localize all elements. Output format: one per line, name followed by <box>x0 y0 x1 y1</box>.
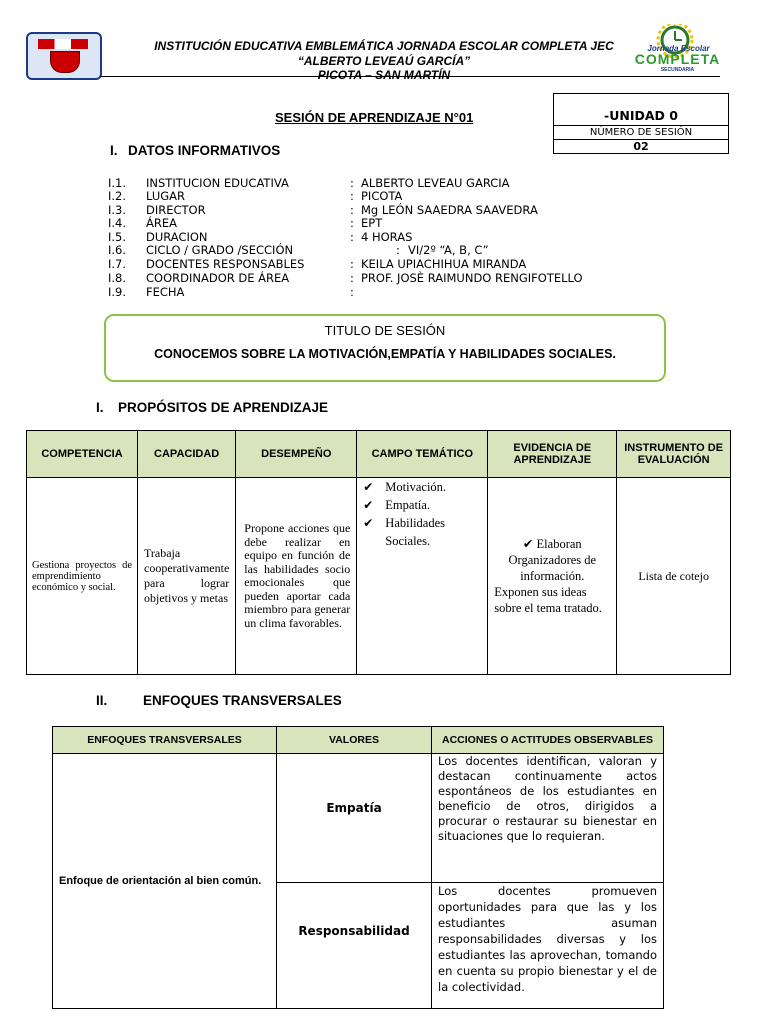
info-label: CICLO / GRADO /SECCIÓN <box>146 243 294 257</box>
jec-logo <box>620 24 735 74</box>
session-title: SESIÓN DE APRENDIZAJE N°01 <box>275 110 474 125</box>
campo-item: ✔ Habilidades Sociales. <box>359 514 485 550</box>
check-icon: ✔ <box>522 537 537 551</box>
unit-label: -UNIDAD 0 <box>554 94 728 126</box>
info-label: DOCENTES RESPONSABLES <box>146 257 305 271</box>
session-number: 02 <box>633 140 649 153</box>
evidencia-1-text: Elaboran Organizadores de información. <box>508 537 597 583</box>
info-value: Mg LEÓN SAAEDRA SAAVEDRA <box>361 203 538 217</box>
info-value: PROF. JOSÈ RAIMUNDO RENGIFOTELLO <box>361 271 583 285</box>
enfoques-row-1 <box>53 754 664 883</box>
info-value: VI/2º “A, B, C” <box>408 243 489 257</box>
info-value: KEILA UPIACHIHUA MIRANDA <box>361 257 527 271</box>
section-1-num: I. <box>110 143 118 158</box>
info-value: ALBERTO LEVEAU GARCIA <box>361 176 510 190</box>
valor-responsabilidad: Responsabilidad <box>277 883 432 1009</box>
info-colon: : <box>350 176 354 190</box>
logo-text-3: SECUNDARIA <box>660 67 695 73</box>
header-enfoques: ENFOQUES TRANSVERSALES <box>53 727 277 754</box>
capacidad-cell: Trabaja cooperativamente para lograr objetivos y metas <box>138 478 236 675</box>
info-colon: : <box>350 203 354 217</box>
header-instrumento: INSTRUMENTO DE EVALUACIÓN <box>617 431 731 478</box>
campo-item: ✔ Motivación. <box>359 478 485 496</box>
header-line-1: INSTITUCIÓN EDUCATIVA EMBLEMÁTICA JORNADA ESCOLAR COMPLETA JEC <box>154 39 614 53</box>
campo-item: ✔ Empatía. <box>359 496 485 514</box>
info-colon: : <box>396 243 400 257</box>
enfoque-cell: Enfoque de orientación al bien común. <box>53 754 277 1009</box>
header-line-2: “ALBERTO LEVEAÚ GARCÍA” <box>297 54 471 68</box>
info-num: I.9. <box>108 285 127 299</box>
info-num: I.2. <box>108 189 127 203</box>
info-colon: : <box>350 271 354 285</box>
evidencia-1 <box>494 536 610 584</box>
section-3-num: II. <box>96 693 108 708</box>
info-colon: : <box>350 189 354 203</box>
header-valores: VALORES <box>277 727 432 754</box>
info-num: I.1. <box>108 176 127 190</box>
valor-empatia: Empatía <box>277 754 432 883</box>
header-evidencia: EVIDENCIA DE APRENDIZAJE <box>488 431 617 478</box>
session-number-label: NÚMERO DE SESIÓN <box>554 126 728 140</box>
desempeno-cell: Propone acciones que debe realizar en equipo en función de las habilidades socio emocionales que pueden aportar cada miembro para generar un clima favorables. <box>236 478 357 675</box>
accion-responsabilidad: Los docentes promueven oportunidades para que las y los estudiantes asuman responsabilidades diversas y los estudiantes las aprovechan, tomando en cuenta su propio bienestar y el de la colectividad. <box>432 883 664 1009</box>
evidencia-2: Exponen sus ideas sobre el tema tratado. <box>494 585 602 615</box>
logo-text-1: Jornada Escolar <box>647 44 710 53</box>
header-acciones: ACCIONES O ACTITUDES OBSERVABLES <box>432 727 664 754</box>
info-num: I.4. <box>108 216 127 230</box>
info-colon: : <box>350 285 354 299</box>
info-label: DURACION <box>146 230 208 244</box>
accion-empatia: Los docentes identifican, valoran y destacan continuamente actos espontáneos de los estudiantes en beneficio de otros, dirigidos a procurar o restaurar su bienestar en situaciones que lo requieran. <box>432 754 664 883</box>
header-capacidad: CAPACIDAD <box>138 431 236 478</box>
enfoques-header-row <box>53 727 664 754</box>
info-num: I.3. <box>108 203 127 217</box>
campo-cell <box>357 478 488 675</box>
section-2-title: PROPÓSITOS DE APRENDIZAJE <box>118 400 329 415</box>
info-num: I.6. <box>108 243 127 257</box>
info-colon: : <box>350 230 354 244</box>
section-2-num: I. <box>96 400 104 415</box>
section-3-title: ENFOQUES TRANSVERSALES <box>143 693 342 708</box>
info-label: LUGAR <box>146 189 186 203</box>
header-desempeno: DESEMPEÑO <box>236 431 357 478</box>
header-campo: CAMPO TEMÁTICO <box>357 431 488 478</box>
purposes-row <box>27 478 731 675</box>
enfoques-table <box>52 726 664 1009</box>
section-1-title: DATOS INFORMATIVOS <box>128 143 281 158</box>
info-colon: : <box>350 257 354 271</box>
info-label: FECHA <box>146 285 185 299</box>
info-value: EPT <box>361 216 383 230</box>
session-title-box <box>104 314 666 382</box>
info-colon: : <box>350 216 354 230</box>
info-value: 4 HORAS <box>361 230 413 244</box>
logo-text-2: COMPLETA <box>634 51 721 67</box>
info-label: ÁREA <box>146 216 177 230</box>
info-label: COORDINADOR DE ÁREA <box>146 271 290 285</box>
evidencia-cell <box>488 478 617 675</box>
info-label: INSTITUCION EDUCATIVA <box>146 176 289 190</box>
purposes-header-row <box>27 431 731 478</box>
purposes-table <box>26 430 731 675</box>
header-competencia: COMPETENCIA <box>27 431 138 478</box>
info-value: PICOTA <box>361 189 403 203</box>
info-label: DIRECTOR <box>146 203 206 217</box>
info-num: I.8. <box>108 271 127 285</box>
instrumento-cell: Lista de cotejo <box>617 478 731 675</box>
title-box-title: CONOCEMOS SOBRE LA MOTIVACIÓN,EMPATÍA Y HABILIDADES SOCIALES. <box>154 347 616 361</box>
unit-box <box>553 93 729 154</box>
header-line-3: PICOTA – SAN MARTÍN <box>317 68 451 82</box>
info-num: I.7. <box>108 257 127 271</box>
info-num: I.5. <box>108 230 127 244</box>
title-box-label: TITULO DE SESIÓN <box>324 323 446 338</box>
competencia-cell: Gestiona proyectos de emprendimiento económico y social. <box>27 478 138 675</box>
